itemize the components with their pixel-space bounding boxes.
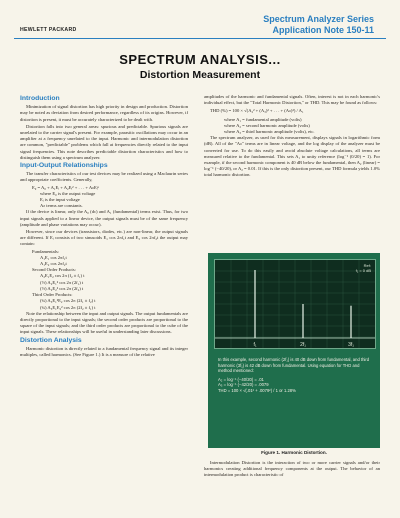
harmonic-label-3: 3f₁: [348, 342, 354, 348]
right-paragraph-1: amplitudes of the harmonic and fundamental signals. Often, interest is not in each harmonic's individual effect, but the "Total Harmonic Distortion," or THD. This may be found as follows:: [204, 94, 380, 106]
equation-maclaurin: E₀ = A₀ + A₁Eᵢ + A₂Eᵢ² + . . . + AₙEᵢⁿ: [32, 184, 99, 190]
figure-calc-3: THD = 100 × √(.01² + .0079²) / 1 or 1.28%: [218, 387, 296, 393]
page-subtitle: Distortion Measurement: [139, 69, 261, 81]
thd-where-1: where A₁ = fundamental amplitude (volts): [224, 116, 302, 122]
second-order-1: A₂E₁E₂ cos 2π (f₂ ± f₁) t: [40, 273, 85, 279]
analyzer-screen: [214, 259, 376, 349]
right-paragraph-2: The spectrum analyzer, as used for this measurement, displays signals in logarithmic form (dB). All of the "Aₙ" terms are in linear voltage, and the log display of the analyzer must be converted for use. To do this easily and avoid absolute voltage calculations, all terms are measured relative to the fundamental. This sets A₁ to unity reference (log⁻¹ (0/20) = 1). For example, if the second harmonic component is 40 dB below the fundamental, then A₂ (linear) = log⁻¹ (−40/20), or A₂ = 0.01. If this is the only distortion present, our THD formula yields 1.0% total harmonic distortion.: [204, 135, 380, 178]
equation-thd: THD (%) = 100 × √(A₂² + (A₃)² + . . . + (Aₙ)²) / A₁: [210, 108, 304, 114]
second-order-3: (½) A₂E₂² cos 2π (2f₂) t: [40, 285, 84, 291]
hp-logo: [20, 27, 77, 33]
left-column: [20, 94, 188, 359]
series-line-1: Spectrum Analyzer Series: [263, 14, 374, 24]
equation-where-1: where E₀ is the output voltage: [40, 190, 96, 196]
heading-distortion-analysis: Distortion Analysis: [20, 336, 82, 344]
intermod-paragraph: Intermodulation Distortion is the interaction of two or more carrier signals and/or their harmonics creating additional frequency components at the output. The behavior of an intermodulation product is characteristic of: [204, 460, 380, 478]
right-column: [204, 94, 380, 180]
label-third-order: Third Order Products:: [32, 292, 73, 298]
figure-explanation: [218, 357, 370, 394]
thd-where-3: where A₃ = third harmonic amplitude (volts), etc.: [224, 129, 315, 135]
figure-harmonic-distortion: [208, 253, 380, 448]
equation-where-2: Eᵢ is the input voltage: [40, 197, 80, 203]
header-rule: [14, 38, 386, 39]
io-paragraph-2: If the device is linear, only the A₀ (dc) and A₁ (fundamental) terms exist. Thus, for two input signals applied to a linear device, the output signals must be of the same frequency (amplitude and phase variations may occur).: [20, 209, 188, 227]
intro-paragraph-1: Minimization of signal distortion has high priority in design and production. Distortion may be noted as deviation from desired performance, regardless of its origins. However, if distortion is present, it must be accurately characterized to be dealt with.: [20, 104, 188, 122]
series-header: [263, 14, 374, 36]
io-paragraph-1: The transfer characteristics of our test devices may be realized using a Maclaurin series and appropriate coefficients. Generally,: [20, 171, 188, 183]
figure-calc-1: A₂ = log⁻¹ (−40/20) = .01: [218, 376, 264, 382]
third-order-1: (¾) A₃E₁²E₂ cos 2π (2f₁ ± f₂) t: [40, 298, 96, 304]
figure-text-1: In this example, second harmonic (2f₁) is 40 dB down from fundamental, and third harmonic (3f₁) is 42 dB down from fundamental. Using equation for THD and method mentioned:: [218, 357, 370, 374]
page-title: SPECTRUM ANALYSIS...: [119, 52, 281, 67]
heading-input-output: Input-Output Relationships: [20, 162, 108, 170]
screen-reference-label: [356, 263, 371, 273]
spectrum-display: [215, 260, 375, 348]
second-order-2: (½) A₂E₁² cos 2π (2f₁) t: [40, 279, 84, 285]
label-fundamentals: Fundamentals:: [32, 248, 60, 254]
harmonic-label-2: 2f₁: [300, 342, 306, 348]
label-second-order: Second Order Products:: [32, 267, 76, 273]
heading-introduction: Introduction: [20, 95, 60, 102]
harmonic-label-1: f₁: [253, 342, 257, 348]
figure-caption: Figure 1. Harmonic Distortion.: [261, 450, 327, 455]
screen-label-1: Ref:: [363, 263, 371, 268]
fundamental-1: A₁E₁ cos 2πf₁t: [40, 254, 67, 260]
logo-text: HEWLETT PACKARD: [20, 27, 77, 33]
intro-paragraph-2: Distortion falls into two general areas: spurious and predictable. Spurious signals are unrelated to the carrier signal's present. For example, parasitic oscillations may occur in an amplifier at a frequency unrelated to the input. Harmonic and intermodulation distortion are common, "predictable" problems which fall at frequencies directly related to the input signal frequencies. This note describes predictable distortion characteristics and how to distinguish them using a spectrum analyzer.: [20, 123, 188, 160]
third-order-2: (¾) A₃E₁E₂² cos 2π (2f₂ ± f₁) t: [40, 304, 96, 310]
io-paragraph-3: However, since our devices (transistors, diodes, etc.) are non-linear, the output signals are different. If Eᵢ consists of two sinusoids E₁ cos 2πf₁t and E₂ cos 2πf₂t the output may contain:: [20, 229, 188, 247]
thd-where-2: where A₂ = second harmonic amplitude (volts): [224, 122, 310, 128]
series-line-2: Application Note 150-11: [272, 25, 374, 35]
screen-label-2: f₁ = 0 dB: [355, 268, 371, 273]
equation-where-3: Aₙ terms are constants.: [40, 203, 83, 209]
fundamental-2: A₁E₂ cos 2πf₂t: [40, 261, 67, 267]
io-paragraph-4: Note the relationship between the input and output signals. The output fundamentals are directly proportional to the input signals; the second order products are proportional to the square of the input signals; and the third order products are proportional to the cube of the input signals. These relationships will be useful in understanding later discussions.: [20, 310, 188, 335]
figure-calc-2: A₃ = log⁻¹ (−42/20) = .0079: [218, 382, 269, 388]
distortion-paragraph-1: Harmonic distortion is directly related to a fundamental frequency signal and its integer multiples, called harmonics. (See Figure 1.) It is a measure of the relative: [20, 345, 188, 357]
